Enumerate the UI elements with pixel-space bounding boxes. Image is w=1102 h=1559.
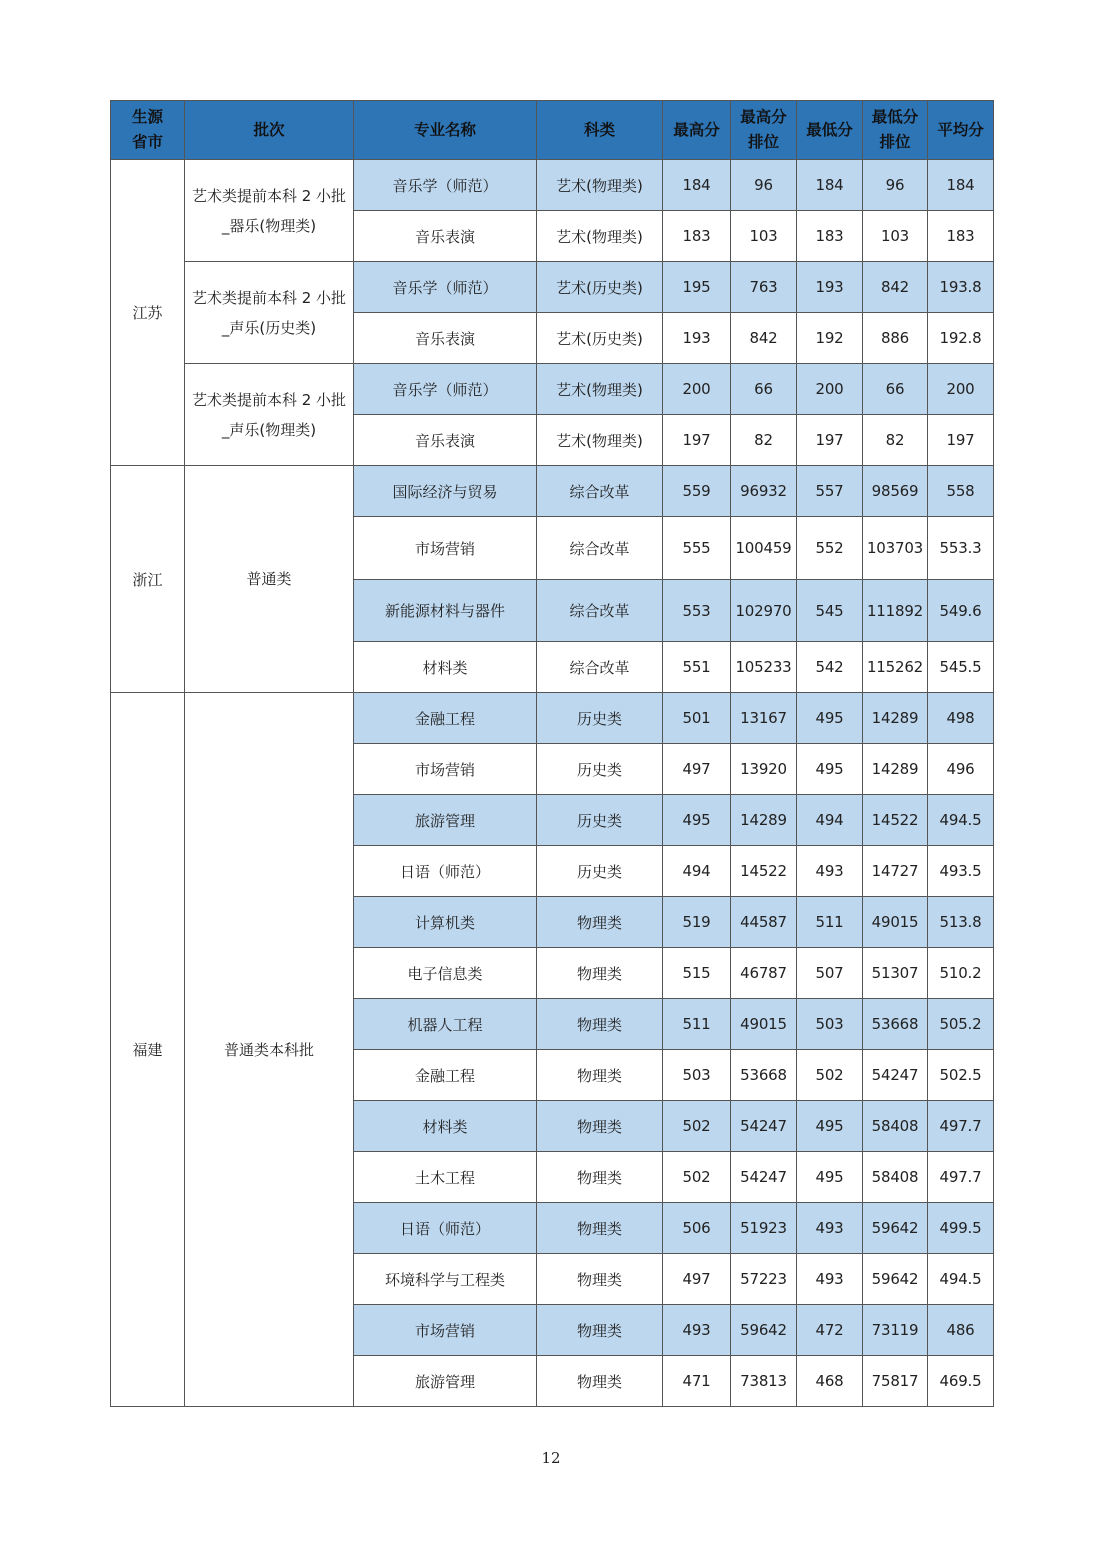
max-rank-cell: 102970 bbox=[731, 580, 797, 642]
category-cell: 物理类 bbox=[537, 1254, 663, 1305]
avg-score-cell: 494.5 bbox=[928, 795, 994, 846]
min-rank-cell: 111892 bbox=[863, 580, 928, 642]
max-score-cell: 193 bbox=[663, 313, 731, 364]
max-rank-cell: 54247 bbox=[731, 1152, 797, 1203]
min-rank-cell: 103703 bbox=[863, 517, 928, 580]
major-cell: 音乐表演 bbox=[354, 211, 537, 262]
max-rank-cell: 842 bbox=[731, 313, 797, 364]
avg-score-cell: 486 bbox=[928, 1305, 994, 1356]
max-score-cell: 553 bbox=[663, 580, 731, 642]
max-rank-cell: 57223 bbox=[731, 1254, 797, 1305]
max-rank-cell: 96932 bbox=[731, 466, 797, 517]
max-rank-cell: 763 bbox=[731, 262, 797, 313]
major-cell: 市场营销 bbox=[354, 517, 537, 580]
avg-score-cell: 183 bbox=[928, 211, 994, 262]
major-cell: 环境科学与工程类 bbox=[354, 1254, 537, 1305]
max-score-cell: 497 bbox=[663, 1254, 731, 1305]
batch-cell: 艺术类提前本科 2 小批_器乐(物理类) bbox=[185, 160, 354, 262]
category-cell: 物理类 bbox=[537, 1356, 663, 1407]
major-cell: 音乐学（师范） bbox=[354, 262, 537, 313]
table-row bbox=[111, 364, 994, 415]
avg-score-cell: 200 bbox=[928, 364, 994, 415]
table-row bbox=[111, 160, 994, 211]
max-score-cell: 471 bbox=[663, 1356, 731, 1407]
min-score-cell: 511 bbox=[797, 897, 863, 948]
major-cell: 金融工程 bbox=[354, 1050, 537, 1101]
min-rank-cell: 54247 bbox=[863, 1050, 928, 1101]
major-cell: 音乐表演 bbox=[354, 313, 537, 364]
avg-score-cell: 469.5 bbox=[928, 1356, 994, 1407]
category-cell: 艺术(物理类) bbox=[537, 364, 663, 415]
category-cell: 综合改革 bbox=[537, 642, 663, 693]
major-cell: 新能源材料与器件 bbox=[354, 580, 537, 642]
max-rank-cell: 14289 bbox=[731, 795, 797, 846]
major-cell: 市场营销 bbox=[354, 744, 537, 795]
max-score-cell: 493 bbox=[663, 1305, 731, 1356]
max-score-cell: 559 bbox=[663, 466, 731, 517]
category-cell: 物理类 bbox=[537, 1101, 663, 1152]
min-score-cell: 494 bbox=[797, 795, 863, 846]
min-rank-cell: 14522 bbox=[863, 795, 928, 846]
avg-score-cell: 197 bbox=[928, 415, 994, 466]
min-rank-cell: 96 bbox=[863, 160, 928, 211]
min-score-cell: 502 bbox=[797, 1050, 863, 1101]
category-cell: 艺术(物理类) bbox=[537, 415, 663, 466]
batch-cell: 普通类 bbox=[185, 466, 354, 693]
min-score-cell: 493 bbox=[797, 846, 863, 897]
max-rank-cell: 100459 bbox=[731, 517, 797, 580]
category-cell: 物理类 bbox=[537, 999, 663, 1050]
max-rank-cell: 13167 bbox=[731, 693, 797, 744]
min-score-cell: 468 bbox=[797, 1356, 863, 1407]
major-cell: 材料类 bbox=[354, 1101, 537, 1152]
avg-score-cell: 553.3 bbox=[928, 517, 994, 580]
batch-cell: 艺术类提前本科 2 小批_声乐(物理类) bbox=[185, 364, 354, 466]
province-cell: 福建 bbox=[111, 693, 185, 1407]
major-cell: 材料类 bbox=[354, 642, 537, 693]
category-cell: 综合改革 bbox=[537, 466, 663, 517]
min-rank-cell: 14289 bbox=[863, 693, 928, 744]
category-cell: 物理类 bbox=[537, 1050, 663, 1101]
max-score-cell: 551 bbox=[663, 642, 731, 693]
avg-score-cell: 192.8 bbox=[928, 313, 994, 364]
major-cell: 市场营销 bbox=[354, 1305, 537, 1356]
max-score-cell: 183 bbox=[663, 211, 731, 262]
max-score-cell: 515 bbox=[663, 948, 731, 999]
max-score-cell: 502 bbox=[663, 1152, 731, 1203]
category-cell: 艺术(物理类) bbox=[537, 160, 663, 211]
max-rank-cell: 54247 bbox=[731, 1101, 797, 1152]
max-score-cell: 503 bbox=[663, 1050, 731, 1101]
major-cell: 电子信息类 bbox=[354, 948, 537, 999]
max-rank-cell: 13920 bbox=[731, 744, 797, 795]
major-cell: 日语（师范） bbox=[354, 1203, 537, 1254]
avg-score-cell: 510.2 bbox=[928, 948, 994, 999]
major-cell: 旅游管理 bbox=[354, 795, 537, 846]
min-rank-cell: 59642 bbox=[863, 1254, 928, 1305]
min-score-cell: 193 bbox=[797, 262, 863, 313]
header-row bbox=[111, 101, 994, 160]
max-rank-cell: 66 bbox=[731, 364, 797, 415]
category-cell: 艺术(历史类) bbox=[537, 262, 663, 313]
min-rank-cell: 14289 bbox=[863, 744, 928, 795]
header-max-score: 最高分 bbox=[663, 101, 731, 160]
max-score-cell: 184 bbox=[663, 160, 731, 211]
category-cell: 历史类 bbox=[537, 693, 663, 744]
max-score-cell: 197 bbox=[663, 415, 731, 466]
avg-score-cell: 549.6 bbox=[928, 580, 994, 642]
max-rank-cell: 105233 bbox=[731, 642, 797, 693]
max-score-cell: 519 bbox=[663, 897, 731, 948]
max-score-cell: 511 bbox=[663, 999, 731, 1050]
min-rank-cell: 73119 bbox=[863, 1305, 928, 1356]
min-score-cell: 557 bbox=[797, 466, 863, 517]
avg-score-cell: 498 bbox=[928, 693, 994, 744]
batch-cell: 艺术类提前本科 2 小批_声乐(历史类) bbox=[185, 262, 354, 364]
major-cell: 音乐学（师范） bbox=[354, 160, 537, 211]
min-rank-cell: 886 bbox=[863, 313, 928, 364]
max-score-cell: 506 bbox=[663, 1203, 731, 1254]
header-min-rank: 最低分 排位 bbox=[863, 101, 928, 160]
min-rank-cell: 14727 bbox=[863, 846, 928, 897]
min-score-cell: 495 bbox=[797, 744, 863, 795]
max-rank-cell: 53668 bbox=[731, 1050, 797, 1101]
header-min-score: 最低分 bbox=[797, 101, 863, 160]
max-rank-cell: 96 bbox=[731, 160, 797, 211]
major-cell: 国际经济与贸易 bbox=[354, 466, 537, 517]
category-cell: 艺术(历史类) bbox=[537, 313, 663, 364]
min-rank-cell: 82 bbox=[863, 415, 928, 466]
min-score-cell: 493 bbox=[797, 1254, 863, 1305]
category-cell: 综合改革 bbox=[537, 580, 663, 642]
min-rank-cell: 115262 bbox=[863, 642, 928, 693]
min-score-cell: 495 bbox=[797, 693, 863, 744]
major-cell: 旅游管理 bbox=[354, 1356, 537, 1407]
min-score-cell: 545 bbox=[797, 580, 863, 642]
min-score-cell: 507 bbox=[797, 948, 863, 999]
min-rank-cell: 842 bbox=[863, 262, 928, 313]
major-cell: 音乐学（师范） bbox=[354, 364, 537, 415]
min-score-cell: 503 bbox=[797, 999, 863, 1050]
major-cell: 日语（师范） bbox=[354, 846, 537, 897]
avg-score-cell: 505.2 bbox=[928, 999, 994, 1050]
max-score-cell: 495 bbox=[663, 795, 731, 846]
max-rank-cell: 59642 bbox=[731, 1305, 797, 1356]
table-row bbox=[111, 466, 994, 517]
avg-score-cell: 497.7 bbox=[928, 1152, 994, 1203]
min-rank-cell: 98569 bbox=[863, 466, 928, 517]
avg-score-cell: 193.8 bbox=[928, 262, 994, 313]
avg-score-cell: 502.5 bbox=[928, 1050, 994, 1101]
min-score-cell: 552 bbox=[797, 517, 863, 580]
category-cell: 物理类 bbox=[537, 948, 663, 999]
max-score-cell: 501 bbox=[663, 693, 731, 744]
table-row bbox=[111, 262, 994, 313]
batch-cell: 普通类本科批 bbox=[185, 693, 354, 1407]
major-cell: 计算机类 bbox=[354, 897, 537, 948]
category-cell: 物理类 bbox=[537, 1305, 663, 1356]
major-cell: 音乐表演 bbox=[354, 415, 537, 466]
max-score-cell: 502 bbox=[663, 1101, 731, 1152]
category-cell: 历史类 bbox=[537, 744, 663, 795]
max-rank-cell: 103 bbox=[731, 211, 797, 262]
max-score-cell: 200 bbox=[663, 364, 731, 415]
min-score-cell: 183 bbox=[797, 211, 863, 262]
min-rank-cell: 59642 bbox=[863, 1203, 928, 1254]
max-rank-cell: 44587 bbox=[731, 897, 797, 948]
avg-score-cell: 545.5 bbox=[928, 642, 994, 693]
category-cell: 综合改革 bbox=[537, 517, 663, 580]
header-province: 生源 省市 bbox=[111, 101, 185, 160]
major-cell: 土木工程 bbox=[354, 1152, 537, 1203]
min-rank-cell: 53668 bbox=[863, 999, 928, 1050]
major-cell: 机器人工程 bbox=[354, 999, 537, 1050]
avg-score-cell: 496 bbox=[928, 744, 994, 795]
max-score-cell: 195 bbox=[663, 262, 731, 313]
avg-score-cell: 513.8 bbox=[928, 897, 994, 948]
min-rank-cell: 75817 bbox=[863, 1356, 928, 1407]
min-score-cell: 192 bbox=[797, 313, 863, 364]
min-score-cell: 200 bbox=[797, 364, 863, 415]
max-rank-cell: 46787 bbox=[731, 948, 797, 999]
max-rank-cell: 49015 bbox=[731, 999, 797, 1050]
max-score-cell: 555 bbox=[663, 517, 731, 580]
category-cell: 物理类 bbox=[537, 1203, 663, 1254]
min-rank-cell: 49015 bbox=[863, 897, 928, 948]
header-major: 专业名称 bbox=[354, 101, 537, 160]
avg-score-cell: 499.5 bbox=[928, 1203, 994, 1254]
max-rank-cell: 73813 bbox=[731, 1356, 797, 1407]
category-cell: 历史类 bbox=[537, 846, 663, 897]
max-score-cell: 497 bbox=[663, 744, 731, 795]
table-row bbox=[111, 693, 994, 744]
max-rank-cell: 82 bbox=[731, 415, 797, 466]
major-cell: 金融工程 bbox=[354, 693, 537, 744]
min-rank-cell: 58408 bbox=[863, 1101, 928, 1152]
category-cell: 物理类 bbox=[537, 897, 663, 948]
max-score-cell: 494 bbox=[663, 846, 731, 897]
avg-score-cell: 493.5 bbox=[928, 846, 994, 897]
min-score-cell: 197 bbox=[797, 415, 863, 466]
avg-score-cell: 494.5 bbox=[928, 1254, 994, 1305]
min-score-cell: 495 bbox=[797, 1152, 863, 1203]
category-cell: 物理类 bbox=[537, 1152, 663, 1203]
header-avg-score: 平均分 bbox=[928, 101, 994, 160]
header-category: 科类 bbox=[537, 101, 663, 160]
avg-score-cell: 184 bbox=[928, 160, 994, 211]
province-cell: 浙江 bbox=[111, 466, 185, 693]
min-score-cell: 542 bbox=[797, 642, 863, 693]
category-cell: 艺术(物理类) bbox=[537, 211, 663, 262]
avg-score-cell: 558 bbox=[928, 466, 994, 517]
min-rank-cell: 103 bbox=[863, 211, 928, 262]
max-rank-cell: 51923 bbox=[731, 1203, 797, 1254]
min-rank-cell: 66 bbox=[863, 364, 928, 415]
admission-scores-table bbox=[110, 100, 994, 1407]
min-score-cell: 472 bbox=[797, 1305, 863, 1356]
avg-score-cell: 497.7 bbox=[928, 1101, 994, 1152]
category-cell: 历史类 bbox=[537, 795, 663, 846]
province-cell: 江苏 bbox=[111, 160, 185, 466]
min-rank-cell: 58408 bbox=[863, 1152, 928, 1203]
header-batch: 批次 bbox=[185, 101, 354, 160]
min-rank-cell: 51307 bbox=[863, 948, 928, 999]
header-max-rank: 最高分 排位 bbox=[731, 101, 797, 160]
max-rank-cell: 14522 bbox=[731, 846, 797, 897]
min-score-cell: 495 bbox=[797, 1101, 863, 1152]
min-score-cell: 493 bbox=[797, 1203, 863, 1254]
page-number: 12 bbox=[541, 1449, 561, 1467]
min-score-cell: 184 bbox=[797, 160, 863, 211]
